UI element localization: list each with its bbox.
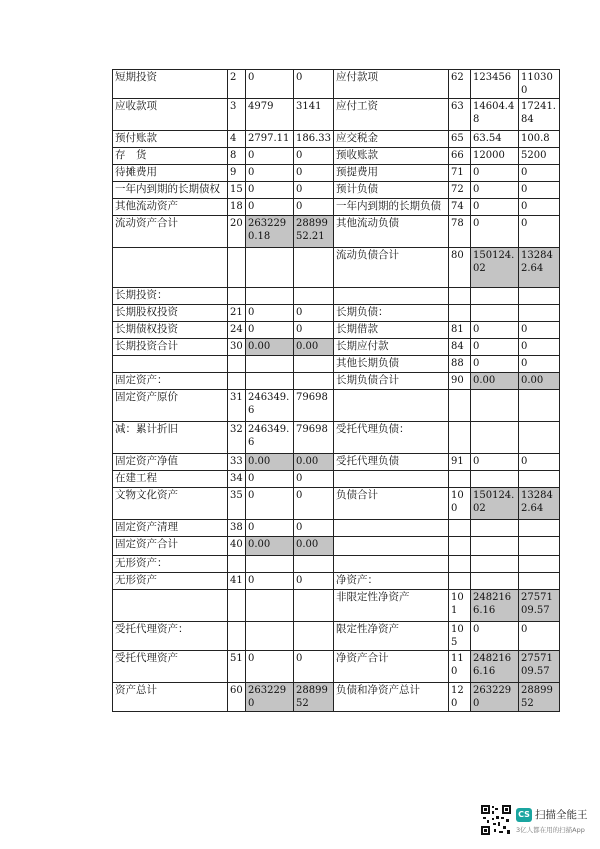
cell-asset-line-no: 32	[228, 422, 246, 454]
brand-tagline: 3亿人都在用的扫描App	[516, 826, 585, 834]
cell-liability-begin-amount: 2757109.57	[519, 590, 560, 622]
cell-asset-begin-amount: 0	[294, 182, 334, 199]
cell-asset-end-amount: 2632290.18	[246, 216, 294, 248]
table-row	[113, 520, 560, 537]
cell-asset-line-no: 31	[228, 390, 246, 422]
cell-asset-item: 无形资产：	[113, 556, 228, 573]
table-row	[113, 683, 560, 712]
cell-liability-line-no	[449, 556, 471, 573]
cell-liability-item: 其他流动负债	[334, 216, 449, 248]
cell-liability-item: 净资产合计	[334, 651, 449, 683]
cell-asset-item: 减：累计折旧	[113, 422, 228, 454]
cell-asset-item	[113, 590, 228, 622]
cell-liability-begin-amount: 2889952	[519, 683, 560, 712]
cell-liability-begin-amount	[519, 556, 560, 573]
cell-asset-item: 受托代理资产	[113, 651, 228, 683]
cell-asset-line-no: 8	[228, 148, 246, 165]
cell-asset-end-amount: 0	[246, 322, 294, 339]
cell-liability-begin-amount	[519, 422, 560, 454]
cell-asset-line-no	[228, 373, 246, 390]
cell-liability-begin-amount	[519, 537, 560, 556]
cell-asset-item: 固定资产：	[113, 373, 228, 390]
table-row	[113, 339, 560, 356]
cell-liability-item: 限定性净资产	[334, 622, 449, 651]
cell-liability-begin-amount: 0	[519, 199, 560, 216]
cell-asset-end-amount: 0	[246, 182, 294, 199]
table-row	[113, 454, 560, 471]
cell-liability-end-amount	[471, 556, 519, 573]
cell-asset-end-amount	[246, 590, 294, 622]
cell-liability-begin-amount: 132842.64	[519, 248, 560, 288]
cell-liability-item: 非限定性净资产	[334, 590, 449, 622]
cell-asset-begin-amount: 0	[294, 322, 334, 339]
cell-liability-line-no: 65	[449, 131, 471, 148]
cell-asset-item: 长期投资合计	[113, 339, 228, 356]
brand-name: 扫描全能王	[535, 809, 588, 821]
cell-liability-begin-amount: 0	[519, 165, 560, 182]
cell-liability-line-no	[449, 305, 471, 322]
cell-liability-end-amount: 0	[471, 622, 519, 651]
table-row	[113, 537, 560, 556]
cell-asset-item: 其他流动资产	[113, 199, 228, 216]
cell-liability-line-no	[449, 573, 471, 590]
cell-liability-end-amount	[471, 537, 519, 556]
cell-liability-begin-amount: 0.00	[519, 373, 560, 390]
cell-asset-item: 长期债权投资	[113, 322, 228, 339]
cell-asset-begin-amount: 0	[294, 148, 334, 165]
cell-liability-begin-amount: 0	[519, 622, 560, 651]
cell-asset-line-no	[228, 356, 246, 373]
cell-liability-item: 负债和净资产总计	[334, 683, 449, 712]
cell-liability-item: 受托代理负债	[334, 454, 449, 471]
cell-asset-end-amount: 0	[246, 520, 294, 537]
cell-asset-end-amount: 0	[246, 305, 294, 322]
cell-asset-begin-amount	[294, 590, 334, 622]
cell-liability-begin-amount: 0	[519, 182, 560, 199]
cell-asset-begin-amount: 79698	[294, 390, 334, 422]
table-row	[113, 651, 560, 683]
cell-asset-end-amount: 0	[246, 471, 294, 488]
cell-liability-begin-amount	[519, 573, 560, 590]
cell-asset-end-amount: 0	[246, 199, 294, 216]
cell-asset-begin-amount	[294, 248, 334, 288]
cell-asset-begin-amount: 0	[294, 199, 334, 216]
cell-asset-line-no: 34	[228, 471, 246, 488]
cell-liability-begin-amount: 17241.84	[519, 99, 560, 131]
cell-liability-line-no: 74	[449, 199, 471, 216]
table-row	[113, 471, 560, 488]
table-row	[113, 556, 560, 573]
cell-asset-begin-amount: 0	[294, 165, 334, 182]
table-row	[113, 165, 560, 182]
camscanner-logo-icon: CS	[516, 808, 532, 822]
cell-liability-end-amount	[471, 471, 519, 488]
table-row	[113, 390, 560, 422]
cell-asset-line-no: 60	[228, 683, 246, 712]
cell-liability-begin-amount: 110300	[519, 70, 560, 99]
cell-liability-end-amount: 0	[471, 216, 519, 248]
cell-liability-item: 预计负债	[334, 182, 449, 199]
cell-asset-end-amount	[246, 356, 294, 373]
cell-asset-line-no	[228, 288, 246, 305]
cell-liability-begin-amount: 0	[519, 216, 560, 248]
cell-asset-end-amount: 246349.6	[246, 390, 294, 422]
cell-asset-begin-amount: 0.00	[294, 537, 334, 556]
table-row	[113, 422, 560, 454]
cell-asset-item: 预付账款	[113, 131, 228, 148]
cell-liability-item	[334, 471, 449, 488]
cell-asset-line-no: 41	[228, 573, 246, 590]
cell-asset-end-amount: 0	[246, 651, 294, 683]
cell-asset-end-amount: 2797.11	[246, 131, 294, 148]
cell-asset-line-no	[228, 556, 246, 573]
cell-liability-begin-amount: 2757109.57	[519, 651, 560, 683]
cell-liability-item	[334, 556, 449, 573]
cell-liability-item: 长期应付款	[334, 339, 449, 356]
cell-asset-item: 一年内到期的长期债权	[113, 182, 228, 199]
cell-liability-begin-amount: 0	[519, 339, 560, 356]
cell-asset-begin-amount	[294, 288, 334, 305]
cell-asset-line-no	[228, 622, 246, 651]
cell-asset-item: 无形资产	[113, 573, 228, 590]
cell-liability-line-no: 100	[449, 488, 471, 520]
cell-asset-end-amount: 0.00	[246, 454, 294, 471]
cell-asset-end-amount: 246349.6	[246, 422, 294, 454]
cell-asset-item: 固定资产净值	[113, 454, 228, 471]
cell-liability-item: 净资产：	[334, 573, 449, 590]
cell-liability-end-amount: 2632290	[471, 683, 519, 712]
cell-liability-item: 应付工资	[334, 99, 449, 131]
cell-asset-end-amount: 0	[246, 70, 294, 99]
table-row	[113, 573, 560, 590]
cell-liability-item: 预收账款	[334, 148, 449, 165]
cell-liability-begin-amount	[519, 520, 560, 537]
cell-asset-item: 在建工程	[113, 471, 228, 488]
cell-asset-line-no: 15	[228, 182, 246, 199]
cell-asset-begin-amount: 0	[294, 520, 334, 537]
cell-liability-end-amount: 63.54	[471, 131, 519, 148]
cell-liability-item	[334, 537, 449, 556]
cell-asset-end-amount: 0	[246, 148, 294, 165]
cell-asset-line-no: 3	[228, 99, 246, 131]
table-row	[113, 182, 560, 199]
table-row	[113, 622, 560, 651]
cell-liability-line-no	[449, 390, 471, 422]
cell-liability-end-amount	[471, 422, 519, 454]
table-row	[113, 148, 560, 165]
cell-liability-end-amount: 0	[471, 182, 519, 199]
cell-asset-line-no: 30	[228, 339, 246, 356]
cell-liability-line-no: 90	[449, 373, 471, 390]
cell-liability-item: 流动负债合计	[334, 248, 449, 288]
cell-liability-item: 其他长期负债	[334, 356, 449, 373]
cell-liability-begin-amount	[519, 390, 560, 422]
cell-liability-end-amount: 2482166.16	[471, 590, 519, 622]
cell-asset-item: 固定资产原价	[113, 390, 228, 422]
qr-code-icon	[480, 804, 512, 836]
cell-asset-begin-amount	[294, 373, 334, 390]
cell-asset-begin-amount: 0	[294, 573, 334, 590]
cell-liability-end-amount: 0	[471, 322, 519, 339]
cell-liability-line-no	[449, 537, 471, 556]
cell-liability-line-no	[449, 471, 471, 488]
cell-asset-begin-amount: 2889952	[294, 683, 334, 712]
cell-liability-end-amount: 0	[471, 199, 519, 216]
camscanner-watermark	[480, 804, 595, 844]
cell-liability-line-no: 72	[449, 182, 471, 199]
table-row	[113, 131, 560, 148]
cell-liability-line-no: 84	[449, 339, 471, 356]
cell-liability-begin-amount: 0	[519, 322, 560, 339]
cell-liability-item: 预提费用	[334, 165, 449, 182]
cell-liability-line-no	[449, 288, 471, 305]
cell-liability-end-amount	[471, 573, 519, 590]
cell-asset-item	[113, 356, 228, 373]
cell-liability-line-no: 62	[449, 70, 471, 99]
cell-liability-line-no: 105	[449, 622, 471, 651]
cell-asset-line-no	[228, 248, 246, 288]
table-row	[113, 199, 560, 216]
cell-liability-end-amount: 123456	[471, 70, 519, 99]
cell-asset-begin-amount: 3141	[294, 99, 334, 131]
cell-liability-item	[334, 520, 449, 537]
cell-asset-end-amount	[246, 248, 294, 288]
cell-asset-item: 文物文化资产	[113, 488, 228, 520]
cell-liability-line-no: 91	[449, 454, 471, 471]
cell-liability-item: 长期借款	[334, 322, 449, 339]
cell-asset-begin-amount: 0	[294, 488, 334, 520]
table-row	[113, 590, 560, 622]
cell-asset-end-amount	[246, 288, 294, 305]
cell-liability-begin-amount	[519, 288, 560, 305]
cell-asset-begin-amount: 0	[294, 471, 334, 488]
cell-liability-line-no: 120	[449, 683, 471, 712]
cell-asset-end-amount: 0.00	[246, 339, 294, 356]
cell-liability-item: 负债合计	[334, 488, 449, 520]
cell-asset-end-amount: 0	[246, 573, 294, 590]
cell-liability-begin-amount: 0	[519, 454, 560, 471]
cell-asset-end-amount: 0	[246, 165, 294, 182]
table-row	[113, 248, 560, 288]
cell-liability-line-no	[449, 422, 471, 454]
cell-asset-item: 短期投资	[113, 70, 228, 99]
cell-liability-item: 长期负债：	[334, 305, 449, 322]
cell-liability-end-amount	[471, 390, 519, 422]
cell-asset-begin-amount: 79698	[294, 422, 334, 454]
table-row	[113, 322, 560, 339]
cell-liability-end-amount	[471, 520, 519, 537]
cell-liability-line-no: 78	[449, 216, 471, 248]
cell-asset-item: 固定资产清理	[113, 520, 228, 537]
table-row	[113, 70, 560, 99]
table-row	[113, 373, 560, 390]
cell-liability-begin-amount: 5200	[519, 148, 560, 165]
cell-asset-item: 长期股权投资	[113, 305, 228, 322]
cell-asset-line-no: 51	[228, 651, 246, 683]
cell-liability-end-amount	[471, 288, 519, 305]
cell-liability-line-no: 110	[449, 651, 471, 683]
cell-liability-begin-amount: 100.8	[519, 131, 560, 148]
cell-asset-end-amount	[246, 622, 294, 651]
cell-liability-end-amount: 0	[471, 356, 519, 373]
cell-liability-line-no: 63	[449, 99, 471, 131]
cell-liability-line-no: 71	[449, 165, 471, 182]
cell-asset-end-amount: 4979	[246, 99, 294, 131]
cell-asset-end-amount	[246, 373, 294, 390]
cell-asset-line-no: 35	[228, 488, 246, 520]
table-row	[113, 356, 560, 373]
cell-liability-item	[334, 390, 449, 422]
cell-liability-end-amount: 0.00	[471, 373, 519, 390]
cell-asset-item	[113, 248, 228, 288]
cell-asset-line-no: 9	[228, 165, 246, 182]
cell-liability-end-amount: 150124.02	[471, 248, 519, 288]
table-row	[113, 488, 560, 520]
cell-asset-begin-amount: 0	[294, 651, 334, 683]
cell-asset-line-no: 24	[228, 322, 246, 339]
cell-liability-end-amount: 12000	[471, 148, 519, 165]
cell-asset-line-no: 38	[228, 520, 246, 537]
cell-asset-line-no: 18	[228, 199, 246, 216]
cell-asset-begin-amount	[294, 622, 334, 651]
table-row	[113, 216, 560, 248]
cell-asset-begin-amount: 0.00	[294, 339, 334, 356]
cell-liability-end-amount: 2482166.16	[471, 651, 519, 683]
cell-liability-line-no: 81	[449, 322, 471, 339]
cell-liability-line-no: 80	[449, 248, 471, 288]
cell-liability-end-amount: 0	[471, 454, 519, 471]
balance-sheet-table	[112, 69, 560, 712]
cell-asset-item: 存 货	[113, 148, 228, 165]
cell-asset-begin-amount: 186.33	[294, 131, 334, 148]
cell-asset-begin-amount	[294, 556, 334, 573]
cell-liability-item	[334, 288, 449, 305]
cell-asset-begin-amount: 0	[294, 70, 334, 99]
cell-asset-line-no: 21	[228, 305, 246, 322]
cell-asset-item: 长期投资：	[113, 288, 228, 305]
cell-liability-begin-amount: 132842.64	[519, 488, 560, 520]
cell-asset-line-no: 20	[228, 216, 246, 248]
cell-asset-item: 应收款项	[113, 99, 228, 131]
cell-asset-begin-amount: 0	[294, 305, 334, 322]
cell-liability-begin-amount	[519, 305, 560, 322]
cell-asset-line-no: 33	[228, 454, 246, 471]
cell-liability-item: 长期负债合计	[334, 373, 449, 390]
cell-liability-begin-amount: 0	[519, 356, 560, 373]
cell-liability-end-amount: 150124.02	[471, 488, 519, 520]
cell-asset-line-no: 2	[228, 70, 246, 99]
table-row	[113, 305, 560, 322]
cell-asset-item: 固定资产合计	[113, 537, 228, 556]
cell-liability-end-amount: 14604.48	[471, 99, 519, 131]
cell-liability-end-amount	[471, 305, 519, 322]
cell-asset-begin-amount: 0.00	[294, 454, 334, 471]
cell-asset-item: 资产总计	[113, 683, 228, 712]
table-row	[113, 288, 560, 305]
cell-liability-item: 一年内到期的长期负债	[334, 199, 449, 216]
cell-liability-item: 应交税金	[334, 131, 449, 148]
cell-liability-begin-amount	[519, 471, 560, 488]
cell-asset-item: 待摊费用	[113, 165, 228, 182]
cell-asset-end-amount	[246, 556, 294, 573]
cell-asset-begin-amount	[294, 356, 334, 373]
cell-asset-end-amount: 0	[246, 488, 294, 520]
cell-asset-item: 流动资产合计	[113, 216, 228, 248]
cell-liability-line-no: 66	[449, 148, 471, 165]
cell-asset-end-amount: 0.00	[246, 537, 294, 556]
cell-asset-begin-amount: 2889952.21	[294, 216, 334, 248]
cell-liability-line-no: 101	[449, 590, 471, 622]
cell-asset-line-no	[228, 590, 246, 622]
cell-asset-line-no: 40	[228, 537, 246, 556]
table-row	[113, 99, 560, 131]
cell-asset-item: 受托代理资产：	[113, 622, 228, 651]
cell-liability-line-no: 88	[449, 356, 471, 373]
cell-liability-line-no	[449, 520, 471, 537]
cell-liability-end-amount: 0	[471, 165, 519, 182]
cell-liability-end-amount: 0	[471, 339, 519, 356]
cell-asset-line-no: 4	[228, 131, 246, 148]
cell-liability-item: 受托代理负债：	[334, 422, 449, 454]
cell-liability-item: 应付款项	[334, 70, 449, 99]
cell-asset-end-amount: 2632290	[246, 683, 294, 712]
